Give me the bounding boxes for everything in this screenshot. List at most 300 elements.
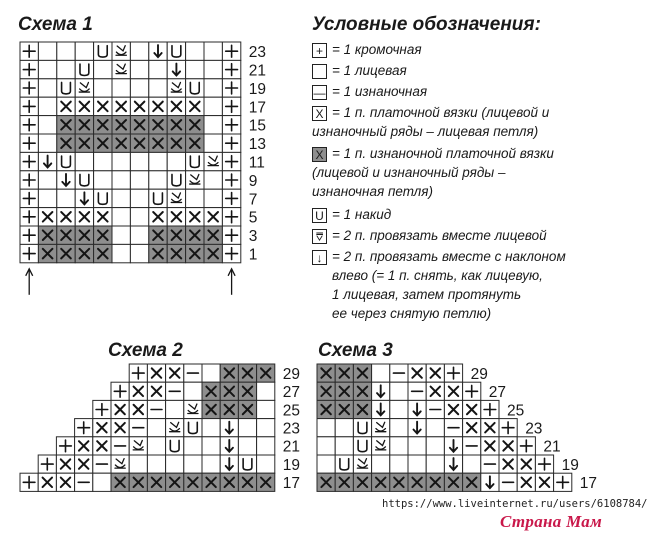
scheme1-row-number: 5 (248, 209, 258, 227)
scheme3-cell-yarn-over (353, 419, 371, 437)
scheme1-cell-purl-garter-stitch (167, 116, 185, 134)
scheme1-cell-purl-garter-stitch (186, 226, 204, 244)
scheme1-cell-purl-garter-stitch (149, 226, 167, 244)
legend-title: Условные обозначения: (312, 14, 541, 35)
scheme3-cell-purl-stitch (463, 437, 481, 455)
scheme1-cell-edge-stitch (222, 60, 240, 78)
scheme3-cell-purl-stitch (444, 419, 462, 437)
scheme1-cell-edge-stitch (222, 189, 240, 207)
scheme1-cell-k2tog-stitch (112, 60, 130, 78)
scheme3-cell-garter-stitch (517, 473, 535, 491)
legend-text-knit: = 1 лицевая (332, 63, 407, 78)
scheme1-cell-knit-stitch (130, 171, 148, 189)
scheme3-cell-purl-garter-stitch (426, 473, 444, 491)
scheme1-cell-ssk-stitch (149, 42, 167, 60)
scheme1-cell-knit-stitch (75, 152, 93, 170)
scheme2-cell-knit-stitch (257, 419, 275, 437)
scheme1-cell-garter-stitch (149, 208, 167, 226)
scheme3-row-number: 17 (579, 475, 598, 493)
scheme1-cell-garter-stitch (186, 208, 204, 226)
scheme1-cell-purl-garter-stitch (204, 244, 222, 262)
scheme1-cell-knit-stitch (94, 171, 112, 189)
scheme2-cell-knit-stitch (202, 419, 220, 437)
scheme1-cell-edge-stitch (222, 152, 240, 170)
scheme1-cell-knit-stitch (130, 244, 148, 262)
scheme1-cell-knit-stitch (167, 152, 185, 170)
scheme3-cell-knit-stitch (426, 419, 444, 437)
scheme1-cell-knit-stitch (149, 171, 167, 189)
scheme1-chart (0, 0, 300, 300)
scheme1-cell-knit-stitch (94, 152, 112, 170)
scheme2-cell-knit-stitch (166, 455, 184, 473)
scheme2-cell-purl-garter-stitch (238, 364, 256, 382)
scheme3-cell-knit-stitch (426, 455, 444, 473)
scheme1-cell-garter-stitch (75, 97, 93, 115)
scheme2-row-number: 25 (282, 402, 301, 420)
scheme1-cell-purl-garter-stitch (149, 116, 167, 134)
scheme1-cell-edge-stitch (222, 97, 240, 115)
scheme1-cell-knit-stitch (130, 189, 148, 207)
scheme2-cell-knit-stitch (202, 437, 220, 455)
scheme2-row-number: 27 (282, 384, 301, 402)
scheme1-cell-purl-garter-stitch (130, 116, 148, 134)
scheme1-cell-garter-stitch (149, 97, 167, 115)
scheme2-cell-garter-stitch (75, 455, 93, 473)
scheme2-cell-edge-stitch (20, 473, 38, 491)
scheme1-cell-purl-garter-stitch (167, 244, 185, 262)
scheme2-cell-purl-stitch (129, 419, 147, 437)
scheme1-cell-purl-garter-stitch (112, 134, 130, 152)
scheme1-cell-knit-stitch (94, 60, 112, 78)
scheme2-cell-knit-stitch (166, 400, 184, 418)
scheme1-cell-yarn-over (75, 60, 93, 78)
scheme2-cell-yarn-over (238, 455, 256, 473)
scheme2-cell-purl-stitch (75, 473, 93, 491)
scheme3-cell-purl-garter-stitch (317, 382, 335, 400)
scheme1-cell-purl-garter-stitch (167, 134, 185, 152)
scheme1-cell-purl-garter-stitch (186, 134, 204, 152)
legend-symbol-purl-garter (312, 147, 327, 162)
cross-icon: X (315, 147, 324, 162)
scheme1-cell-purl-garter-stitch (38, 244, 56, 262)
scheme2-cell-knit-stitch (184, 382, 202, 400)
scheme1-cell-purl-garter-stitch (186, 244, 204, 262)
scheme3-cell-garter-stitch (481, 419, 499, 437)
scheme1-cell-knit-stitch (112, 171, 130, 189)
scheme3-cell-knit-stitch (317, 437, 335, 455)
scheme1-cell-edge-stitch (222, 244, 240, 262)
cross-icon: X (315, 106, 324, 121)
scheme1-cell-ssk-stitch (38, 152, 56, 170)
scheme2-cell-knit-stitch (202, 364, 220, 382)
legend-symbol-purl (312, 85, 327, 100)
scheme3-row-number: 25 (507, 402, 525, 420)
scheme2-cell-yarn-over (166, 437, 184, 455)
scheme3-cell-purl-stitch (408, 382, 426, 400)
scheme1-cell-purl-garter-stitch (130, 134, 148, 152)
legend-symbol-yarn-over (312, 208, 327, 223)
scheme3-cell-purl-garter-stitch (317, 400, 335, 418)
scheme1-cell-edge-stitch (20, 60, 38, 78)
scheme1-cell-knit-stitch (186, 42, 204, 60)
scheme1-cell-edge-stitch (20, 116, 38, 134)
scheme1-cell-purl-garter-stitch (186, 116, 204, 134)
scheme1-cell-knit-stitch (204, 116, 222, 134)
scheme3-cell-knit-stitch (390, 419, 408, 437)
scheme1-row-number: 15 (248, 117, 267, 135)
scheme1-row-number: 19 (248, 80, 267, 98)
scheme1-cell-yarn-over (149, 189, 167, 207)
legend-symbol-edge (312, 43, 327, 58)
scheme2-cell-garter-stitch (111, 400, 129, 418)
scheme2-cell-knit-stitch (93, 473, 111, 491)
scheme1-cell-knit-stitch (186, 189, 204, 207)
scheme1-cell-edge-stitch (20, 97, 38, 115)
scheme3-cell-purl-garter-stitch (353, 382, 371, 400)
scheme1-row-number: 9 (248, 172, 258, 190)
scheme2-cell-garter-stitch (93, 437, 111, 455)
scheme1-cell-knit-stitch (130, 152, 148, 170)
scheme1-cell-knit-stitch (204, 42, 222, 60)
scheme3-cell-edge-stitch (499, 419, 517, 437)
scheme1-cell-knit-stitch (38, 42, 56, 60)
scheme2-cell-edge-stitch (56, 437, 74, 455)
scheme2-cell-knit-stitch (238, 437, 256, 455)
scheme2-cell-knit-stitch (202, 455, 220, 473)
scheme2-cell-purl-garter-stitch (166, 473, 184, 491)
scheme3-cell-garter-stitch (481, 437, 499, 455)
scheme3-cell-purl-stitch (481, 455, 499, 473)
scheme2-cell-knit-stitch (184, 437, 202, 455)
dash-icon: — (313, 85, 326, 100)
scheme3-cell-knit-stitch (317, 455, 335, 473)
scheme1-cell-knit-stitch (57, 42, 75, 60)
scheme3-cell-purl-garter-stitch (335, 473, 353, 491)
scheme2-cell-garter-stitch (129, 400, 147, 418)
scheme1-cell-edge-stitch (20, 42, 38, 60)
scheme3-cell-edge-stitch (517, 437, 535, 455)
scheme1-cell-garter-stitch (167, 208, 185, 226)
scheme1-cell-purl-garter-stitch (75, 244, 93, 262)
scheme1-cell-garter-stitch (130, 97, 148, 115)
scheme1-cell-edge-stitch (20, 189, 38, 207)
scheme2-cell-purl-garter-stitch (220, 473, 238, 491)
scheme1-cell-purl-garter-stitch (167, 226, 185, 244)
scheme3-cell-k2tog-stitch (372, 419, 390, 437)
scheme2-cell-k2tog-stitch (111, 455, 129, 473)
scheme3-chart (300, 350, 610, 500)
scheme2-cell-knit-stitch (129, 455, 147, 473)
scheme3-cell-knit-stitch (426, 437, 444, 455)
scheme2-cell-purl-stitch (166, 382, 184, 400)
legend-symbol-k2tog (312, 229, 327, 244)
scheme1-cell-yarn-over (57, 79, 75, 97)
scheme3-cell-knit-stitch (317, 419, 335, 437)
scheme3-row-number: 19 (561, 456, 579, 474)
scheme3-cell-knit-stitch (390, 382, 408, 400)
scheme3-cell-garter-stitch (463, 400, 481, 418)
scheme1-row-number: 13 (248, 136, 267, 154)
plus-icon: + (315, 43, 323, 58)
scheme3-cell-purl-garter-stitch (372, 473, 390, 491)
legend-text-purl: = 1 изнаночная (332, 84, 428, 99)
scheme2-cell-edge-stitch (111, 382, 129, 400)
scheme1-cell-yarn-over (57, 152, 75, 170)
scheme3-cell-garter-stitch (517, 455, 535, 473)
scheme1-cell-ssk-stitch (57, 171, 75, 189)
scheme2-cell-purl-garter-stitch (111, 473, 129, 491)
scheme1-cell-edge-stitch (222, 171, 240, 189)
scheme1-cell-knit-stitch (38, 134, 56, 152)
scheme2-cell-knit-stitch (257, 400, 275, 418)
scheme3-cell-ssk-stitch (408, 400, 426, 418)
scheme3-cell-garter-stitch (426, 364, 444, 382)
legend-text-purl-garter-2: (лицевой и изнаночный ряды – (312, 165, 506, 180)
scheme3-cell-knit-stitch (390, 437, 408, 455)
scheme1-cell-edge-stitch (20, 134, 38, 152)
scheme2-cell-garter-stitch (129, 382, 147, 400)
scheme2-cell-knit-stitch (257, 382, 275, 400)
scheme3-cell-ssk-stitch (372, 400, 390, 418)
scheme3-cell-ssk-stitch (481, 473, 499, 491)
scheme1-cell-purl-garter-stitch (94, 226, 112, 244)
scheme2-cell-purl-garter-stitch (202, 400, 220, 418)
scheme1-cell-knit-stitch (204, 60, 222, 78)
scheme2-row-number: 23 (282, 420, 301, 438)
scheme1-cell-purl-garter-stitch (75, 134, 93, 152)
scheme3-cell-purl-garter-stitch (335, 364, 353, 382)
scheme1-cell-purl-garter-stitch (57, 226, 75, 244)
scheme1-cell-k2tog-stitch (112, 42, 130, 60)
scheme3-cell-yarn-over (353, 437, 371, 455)
scheme1-cell-knit-stitch (204, 171, 222, 189)
scheme2-cell-purl-garter-stitch (238, 473, 256, 491)
scheme2-cell-knit-stitch (147, 419, 165, 437)
scheme2-cell-purl-stitch (111, 437, 129, 455)
scheme1-cell-knit-stitch (57, 60, 75, 78)
scheme2-cell-garter-stitch (147, 382, 165, 400)
scheme2-cell-purl-garter-stitch (220, 400, 238, 418)
scheme3-cell-purl-garter-stitch (408, 473, 426, 491)
scheme1-cell-garter-stitch (75, 208, 93, 226)
scheme2-row-number: 29 (282, 365, 301, 383)
scheme3-row-number: 23 (525, 420, 543, 438)
scheme2-cell-knit-stitch (257, 455, 275, 473)
scheme1-cell-garter-stitch (204, 208, 222, 226)
scheme1-cell-garter-stitch (38, 208, 56, 226)
scheme2-cell-purl-garter-stitch (147, 473, 165, 491)
scheme3-cell-garter-stitch (444, 382, 462, 400)
scheme2-cell-edge-stitch (75, 419, 93, 437)
scheme1-cell-knit-stitch (149, 60, 167, 78)
scheme1-cell-purl-garter-stitch (204, 226, 222, 244)
scheme2-cell-purl-stitch (93, 455, 111, 473)
scheme1-cell-yarn-over (186, 79, 204, 97)
scheme3-cell-knit-stitch (372, 364, 390, 382)
scheme2-cell-ssk-stitch (220, 455, 238, 473)
scheme2-cell-garter-stitch (166, 364, 184, 382)
scheme1-cell-garter-stitch (57, 208, 75, 226)
legend-text-yarn-over: = 1 накид (332, 207, 392, 222)
scheme3-cell-purl-garter-stitch (335, 382, 353, 400)
scheme1-cell-purl-garter-stitch (57, 134, 75, 152)
scheme3-cell-garter-stitch (535, 473, 553, 491)
scheme2-cell-edge-stitch (129, 364, 147, 382)
scheme1-cell-garter-stitch (94, 97, 112, 115)
scheme2-chart (0, 350, 310, 500)
scheme1-cell-knit-stitch (94, 79, 112, 97)
scheme1-cell-purl-garter-stitch (94, 134, 112, 152)
legend-text-ssk-2: влево (= 1 п. снять, как лицевую, (332, 268, 543, 283)
scheme2-row-number: 17 (282, 475, 301, 493)
scheme2-cell-edge-stitch (38, 455, 56, 473)
scheme1-cell-purl-garter-stitch (57, 244, 75, 262)
scheme3-cell-garter-stitch (426, 382, 444, 400)
scheme2-cell-k2tog-stitch (184, 400, 202, 418)
scheme2-cell-purl-garter-stitch (184, 473, 202, 491)
scheme1-cell-edge-stitch (222, 42, 240, 60)
scheme3-cell-purl-stitch (499, 473, 517, 491)
scheme1-cell-knit-stitch (75, 42, 93, 60)
scheme2-cell-k2tog-stitch (166, 419, 184, 437)
scheme3-cell-purl-garter-stitch (317, 473, 335, 491)
scheme1-cell-k2tog-stitch (167, 189, 185, 207)
scheme1-cell-garter-stitch (57, 97, 75, 115)
scheme1-row-number: 1 (248, 246, 258, 264)
scheme1-cell-knit-stitch (204, 189, 222, 207)
scheme2-cell-garter-stitch (56, 473, 74, 491)
scheme3-cell-purl-garter-stitch (390, 473, 408, 491)
scheme1-cell-knit-stitch (112, 226, 130, 244)
legend-symbol-ssk (312, 250, 327, 265)
legend-text-k2tog: = 2 п. провязать вместе лицевой (332, 228, 547, 243)
legend-text-garter-2: изнаночный ряды – лицевая петля) (312, 124, 539, 139)
scheme2-cell-yarn-over (184, 419, 202, 437)
scheme3-row-number: 29 (470, 365, 488, 383)
scheme1-cell-edge-stitch (222, 226, 240, 244)
scheme1-cell-knit-stitch (204, 134, 222, 152)
scheme1-cell-purl-garter-stitch (112, 116, 130, 134)
scheme1-title: Схема 1 (18, 14, 93, 35)
scheme2-cell-knit-stitch (147, 455, 165, 473)
scheme1-cell-garter-stitch (186, 97, 204, 115)
source-url: https://www.liveinternet.ru/users/6108784/ (382, 498, 648, 510)
yarn-over-icon: U (315, 208, 324, 223)
scheme1-cell-knit-stitch (38, 60, 56, 78)
scheme3-cell-purl-garter-stitch (317, 364, 335, 382)
scheme2-cell-garter-stitch (56, 455, 74, 473)
scheme1-cell-k2tog-stitch (186, 171, 204, 189)
legend-text-garter-1: = 1 п. платочной вязки (лицевой и (332, 105, 550, 120)
scheme3-cell-purl-garter-stitch (463, 473, 481, 491)
scheme3-cell-knit-stitch (390, 455, 408, 473)
scheme1-cell-edge-stitch (20, 152, 38, 170)
scheme3-cell-knit-stitch (335, 419, 353, 437)
scheme3-cell-purl-garter-stitch (444, 473, 462, 491)
scheme3-cell-ssk-stitch (444, 455, 462, 473)
legend-symbol-garter (312, 106, 327, 121)
scheme3-cell-edge-stitch (535, 455, 553, 473)
scheme1-cell-knit-stitch (186, 60, 204, 78)
legend-text-ssk-3: 1 лицевая, затем протянуть (332, 287, 522, 302)
scheme1-cell-garter-stitch (112, 97, 130, 115)
legend-text-purl-garter-1: = 1 п. изнаночной платочной вязки (332, 146, 554, 161)
scheme1-cell-edge-stitch (222, 134, 240, 152)
scheme3-cell-garter-stitch (499, 455, 517, 473)
scheme2-cell-purl-garter-stitch (202, 382, 220, 400)
brand-watermark: Страна Мам (500, 512, 603, 531)
scheme3-cell-garter-stitch (499, 437, 517, 455)
scheme3-cell-purl-stitch (426, 400, 444, 418)
scheme1-cell-knit-stitch (204, 79, 222, 97)
scheme1-cell-edge-stitch (20, 208, 38, 226)
scheme1-cell-edge-stitch (20, 79, 38, 97)
scheme1-cell-k2tog-stitch (167, 79, 185, 97)
scheme3-cell-ssk-stitch (408, 419, 426, 437)
scheme1-row-number: 17 (248, 99, 267, 117)
scheme1-cell-edge-stitch (20, 244, 38, 262)
scheme2-cell-garter-stitch (111, 419, 129, 437)
scheme1-cell-garter-stitch (94, 208, 112, 226)
scheme3-cell-k2tog-stitch (372, 437, 390, 455)
scheme3-cell-edge-stitch (554, 473, 572, 491)
scheme2-cell-purl-garter-stitch (257, 364, 275, 382)
scheme1-row-number: 23 (248, 44, 267, 62)
scheme1-row-number: 7 (248, 191, 258, 209)
scheme1-cell-garter-stitch (167, 97, 185, 115)
scheme1-cell-knit-stitch (38, 116, 56, 134)
scheme3-cell-knit-stitch (335, 437, 353, 455)
scheme1-cell-knit-stitch (112, 208, 130, 226)
scheme1-cell-knit-stitch (112, 189, 130, 207)
scheme1-cell-edge-stitch (20, 226, 38, 244)
scheme1-cell-purl-garter-stitch (75, 116, 93, 134)
scheme1-row-number: 11 (248, 154, 265, 172)
scheme1-cell-knit-stitch (112, 152, 130, 170)
scheme2-title: Схема 2 (108, 340, 183, 361)
scheme2-cell-knit-stitch (238, 419, 256, 437)
scheme3-cell-knit-stitch (372, 455, 390, 473)
scheme1-cell-knit-stitch (112, 79, 130, 97)
scheme1-cell-knit-stitch (130, 60, 148, 78)
scheme1-cell-knit-stitch (149, 152, 167, 170)
scheme1-cell-ssk-stitch (75, 189, 93, 207)
scheme3-cell-edge-stitch (481, 400, 499, 418)
scheme2-cell-purl-garter-stitch (257, 473, 275, 491)
scheme1-cell-purl-garter-stitch (94, 116, 112, 134)
scheme2-cell-purl-garter-stitch (220, 364, 238, 382)
scheme3-cell-ssk-stitch (372, 382, 390, 400)
scheme1-cell-edge-stitch (222, 79, 240, 97)
scheme1-cell-knit-stitch (130, 42, 148, 60)
scheme2-cell-k2tog-stitch (129, 437, 147, 455)
scheme1-cell-purl-garter-stitch (57, 116, 75, 134)
down-arrow-icon: ↓ (316, 250, 323, 265)
scheme1-cell-knit-stitch (38, 79, 56, 97)
scheme1-cell-purl-garter-stitch (149, 244, 167, 262)
scheme2-cell-knit-stitch (147, 437, 165, 455)
scheme1-cell-edge-stitch (222, 116, 240, 134)
scheme1-cell-yarn-over (75, 171, 93, 189)
legend-symbol-knit (312, 64, 327, 79)
scheme1-cell-purl-garter-stitch (38, 226, 56, 244)
k2tog-icon: ⩢ (315, 229, 324, 244)
scheme1-cell-knit-stitch (149, 79, 167, 97)
scheme2-cell-purl-stitch (147, 400, 165, 418)
scheme2-cell-purl-garter-stitch (202, 473, 220, 491)
scheme2-cell-garter-stitch (147, 364, 165, 382)
scheme3-cell-purl-garter-stitch (353, 400, 371, 418)
